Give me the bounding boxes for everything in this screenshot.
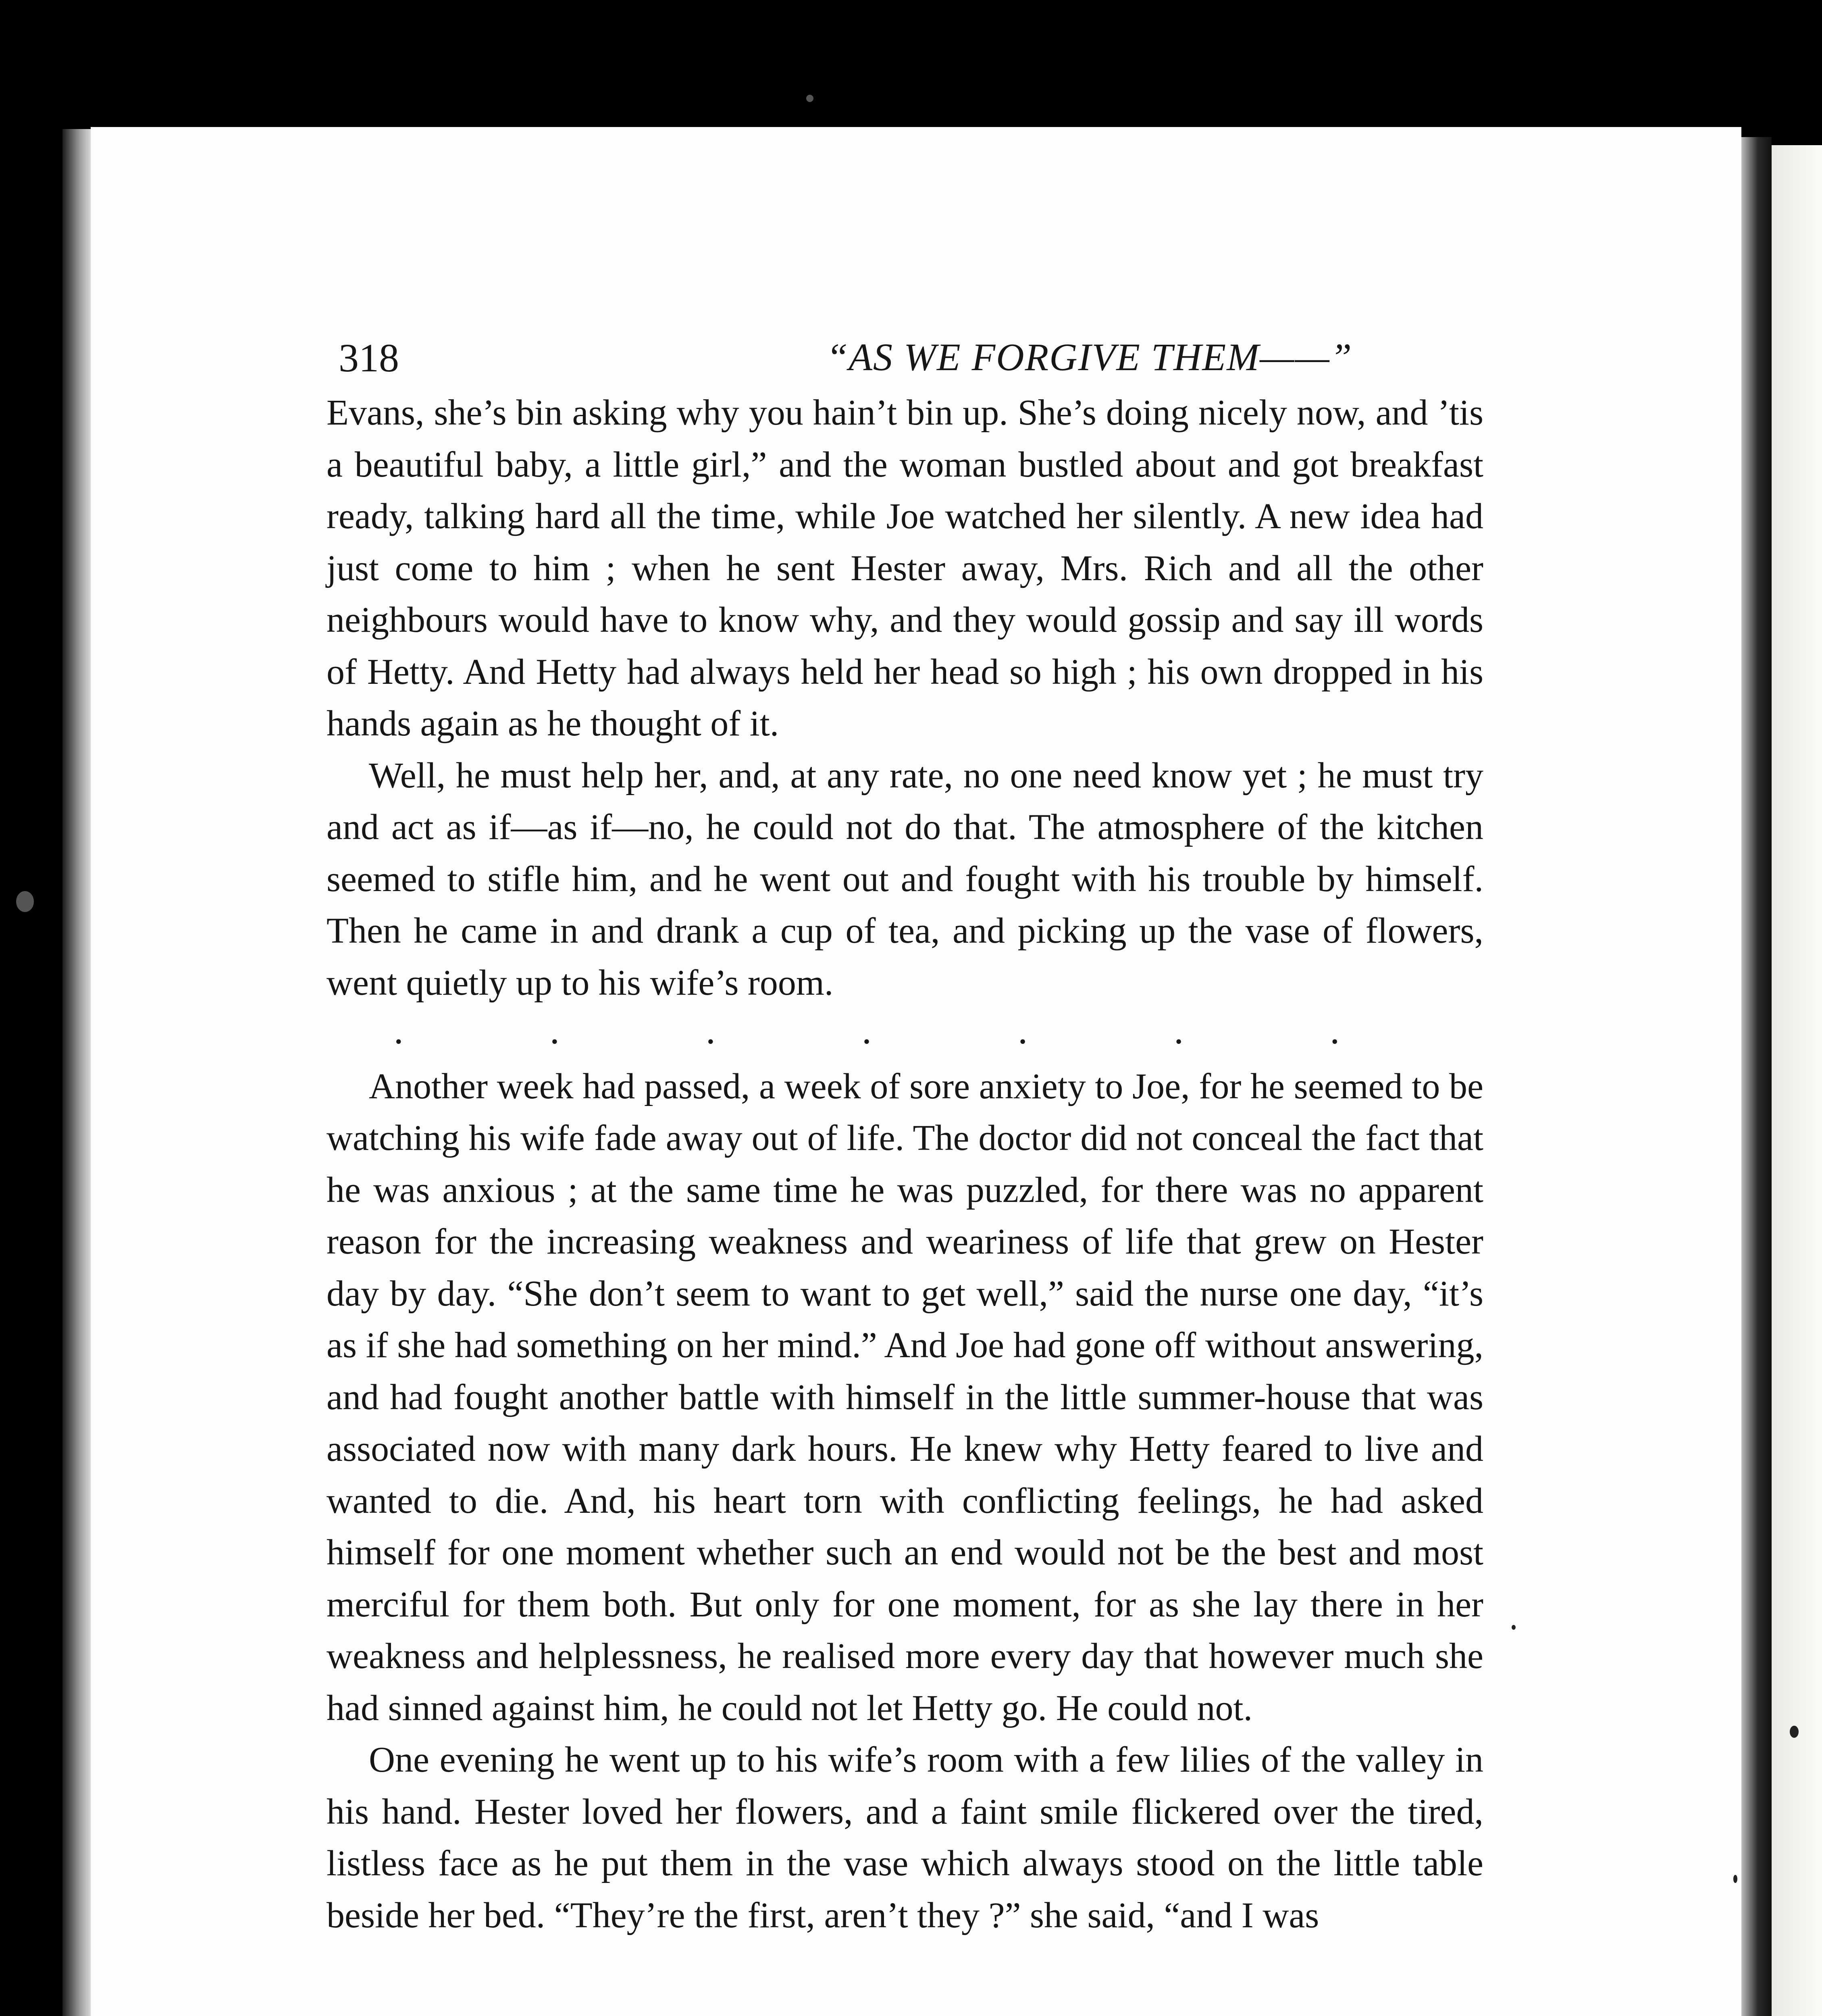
running-title: “AS WE FORGIVE THEM——” <box>826 335 1353 379</box>
section-break-dot: . <box>1175 1019 1182 1050</box>
paragraph: Evans, she’s bin asking why you hain’t bin up. She’s doing nicely now, and ’tis a beautiful baby, a little girl,” and the woman bustled about and got breakfast ready, talking hard all the time, while Joe watched her silently. A new idea had just come to him ; when he sent Hester away, Mrs. Rich and all the other neighbours would have to know why, and they would gossip and say ill words of Hetty. And Hetty had always held her head so high ; his own dropped in his hands again as he thought of it. <box>327 393 1483 744</box>
scan-speck <box>1790 1726 1799 1738</box>
section-break-dot: . <box>1019 1019 1026 1050</box>
paragraph: One evening he went up to his wife’s room with a few lilies of the valley in his hand. Hester loved her flowers, and a faint smile flickered over the tired, listless face as he put them in the vase which always stood on the little table beside her bed. “They’re the first, aren’t they ?” she said, “and I was <box>327 1740 1483 1935</box>
page-content <box>238 335 1491 1941</box>
scan-speck <box>806 95 813 102</box>
scan-speck <box>1733 1875 1737 1883</box>
body-text <box>327 387 1483 1941</box>
section-break-dot: . <box>863 1019 870 1050</box>
paragraph: Well, he must help her, and, at any rate, no one need know yet ; he must try and act as if—as if—no, he could not do that. The atmosphere of the kitchen seemed to stifle him, and he went out and fought with his trouble by himself. Then he came in and drank a cup of tea, and picking up the vase of flowers, went quietly up to his wife’s room. <box>327 755 1483 1003</box>
running-head <box>238 335 1491 387</box>
scan-speck <box>16 891 34 912</box>
section-break-dot: . <box>395 1019 402 1050</box>
section-break-dot: . <box>707 1019 714 1050</box>
section-break-dot: . <box>551 1019 558 1050</box>
scan-speck <box>1512 1625 1516 1630</box>
page-gutter-shadow <box>1741 137 1772 2016</box>
page-binding-edge <box>62 129 91 2016</box>
page-number: 318 <box>339 335 399 380</box>
paragraph: Another week had passed, a week of sore anxiety to Joe, for he seemed to be watching his wife fade away out of life. The doctor did not conceal the fact that he was anxious ; at the same time he was puzzled, for there was no apparent reason for the increasing weakness and weariness of life that grew on Hester day by day. “She don’t seem to want to get well,” said the nurse one day, “it’s as if she had something on her mind.” And Joe had gone off without answering, and had fought another battle with himself in the little summer-house that was associated now with many dark hours. He knew why Hetty feared to live and wanted to die. And, his heart torn with conflicting feelings, he had asked himself for one moment whether such an end would not be the best and most merciful for them both. But only for one moment, for as she lay there in her weakness and helplessness, he realised more every day that however much she had sinned against him, he could not let Hetty go. He could not. <box>327 1066 1483 1728</box>
section-break-dot: . <box>1331 1019 1338 1050</box>
section-break <box>327 1009 1483 1061</box>
